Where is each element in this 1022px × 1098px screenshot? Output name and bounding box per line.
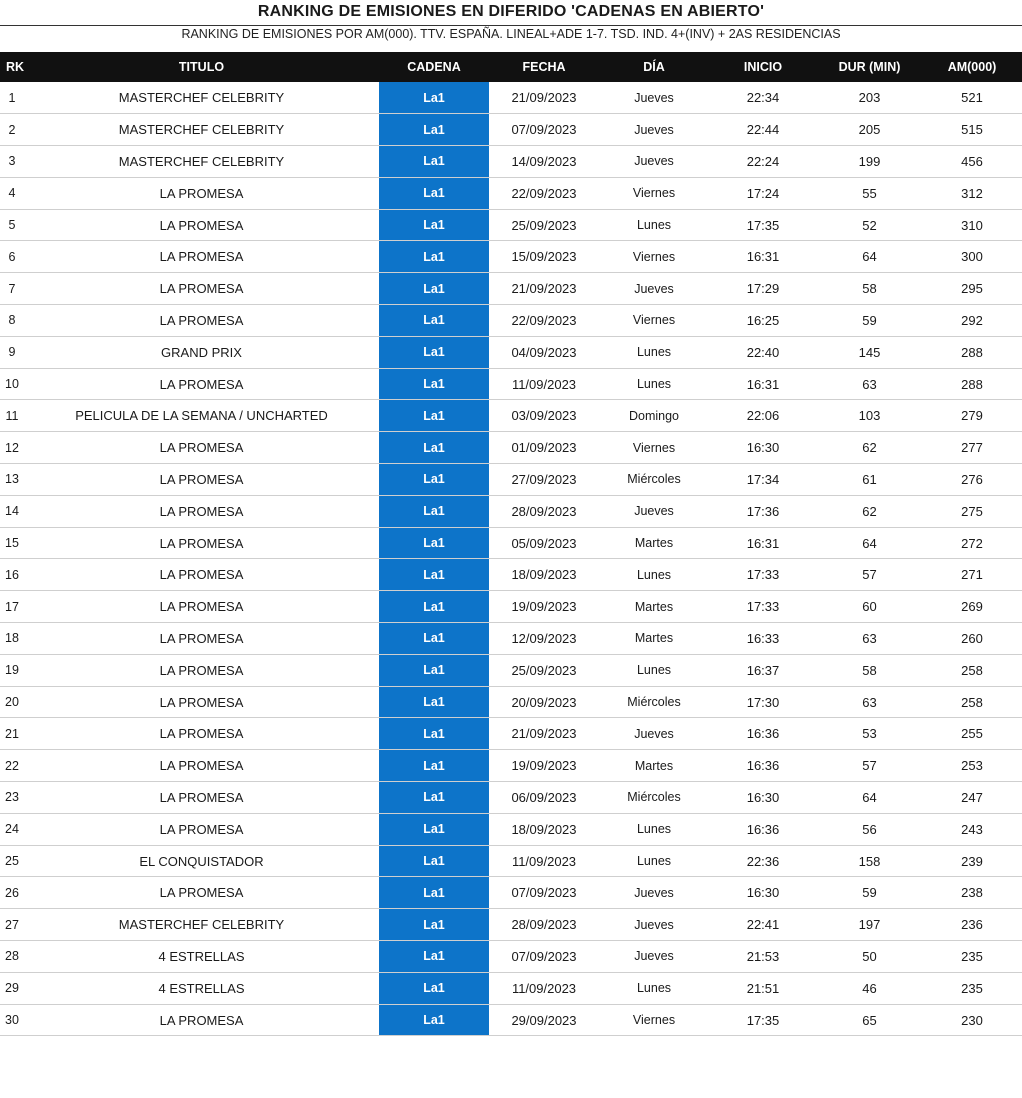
cell-day: Martes <box>599 527 709 559</box>
cell-date: 15/09/2023 <box>489 241 599 273</box>
cell-title: MASTERCHEF CELEBRITY <box>24 909 379 941</box>
cell-day: Miércoles <box>599 782 709 814</box>
cell-rank: 16 <box>0 559 24 591</box>
cell-title: LA PROMESA <box>24 527 379 559</box>
cell-date: 21/09/2023 <box>489 82 599 114</box>
cell-duration: 58 <box>817 654 922 686</box>
table-row <box>0 432 1022 464</box>
cell-duration: 62 <box>817 495 922 527</box>
cell-channel: La1 <box>379 750 489 782</box>
cell-title: MASTERCHEF CELEBRITY <box>24 82 379 114</box>
cell-day: Lunes <box>599 209 709 241</box>
cell-audience: 310 <box>922 209 1022 241</box>
cell-audience: 236 <box>922 909 1022 941</box>
cell-title: LA PROMESA <box>24 305 379 337</box>
table-row <box>0 146 1022 178</box>
cell-day: Lunes <box>599 813 709 845</box>
ranking-table <box>0 52 1022 1036</box>
cell-duration: 203 <box>817 82 922 114</box>
cell-start: 16:33 <box>709 623 817 655</box>
table-row <box>0 845 1022 877</box>
cell-channel: La1 <box>379 368 489 400</box>
cell-day: Lunes <box>599 336 709 368</box>
table-row <box>0 750 1022 782</box>
cell-audience: 515 <box>922 114 1022 146</box>
cell-title: LA PROMESA <box>24 623 379 655</box>
cell-title: 4 ESTRELLAS <box>24 972 379 1004</box>
cell-day: Jueves <box>599 909 709 941</box>
cell-audience: 456 <box>922 146 1022 178</box>
cell-start: 22:06 <box>709 400 817 432</box>
table-row <box>0 305 1022 337</box>
cell-title: GRAND PRIX <box>24 336 379 368</box>
cell-duration: 53 <box>817 718 922 750</box>
table-row <box>0 273 1022 305</box>
cell-duration: 64 <box>817 782 922 814</box>
cell-start: 16:36 <box>709 813 817 845</box>
cell-title: LA PROMESA <box>24 559 379 591</box>
cell-date: 11/09/2023 <box>489 368 599 400</box>
cell-start: 22:41 <box>709 909 817 941</box>
cell-duration: 63 <box>817 686 922 718</box>
cell-rank: 2 <box>0 114 24 146</box>
table-row <box>0 464 1022 496</box>
cell-audience: 235 <box>922 941 1022 973</box>
cell-channel: La1 <box>379 177 489 209</box>
cell-start: 17:30 <box>709 686 817 718</box>
cell-rank: 17 <box>0 591 24 623</box>
cell-day: Martes <box>599 591 709 623</box>
cell-start: 22:40 <box>709 336 817 368</box>
table-row <box>0 782 1022 814</box>
cell-title: LA PROMESA <box>24 241 379 273</box>
cell-rank: 4 <box>0 177 24 209</box>
cell-rank: 11 <box>0 400 24 432</box>
cell-audience: 269 <box>922 591 1022 623</box>
cell-duration: 59 <box>817 877 922 909</box>
cell-duration: 61 <box>817 464 922 496</box>
cell-start: 22:24 <box>709 146 817 178</box>
cell-date: 05/09/2023 <box>489 527 599 559</box>
cell-rank: 14 <box>0 495 24 527</box>
table-row <box>0 591 1022 623</box>
cell-audience: 277 <box>922 432 1022 464</box>
cell-rank: 24 <box>0 813 24 845</box>
cell-date: 06/09/2023 <box>489 782 599 814</box>
cell-audience: 288 <box>922 368 1022 400</box>
cell-duration: 197 <box>817 909 922 941</box>
cell-date: 25/09/2023 <box>489 654 599 686</box>
cell-rank: 19 <box>0 654 24 686</box>
cell-duration: 55 <box>817 177 922 209</box>
cell-date: 20/09/2023 <box>489 686 599 718</box>
table-row <box>0 400 1022 432</box>
cell-channel: La1 <box>379 813 489 845</box>
table-row <box>0 495 1022 527</box>
table-row <box>0 527 1022 559</box>
cell-date: 25/09/2023 <box>489 209 599 241</box>
header-am: AM(000) <box>947 60 997 74</box>
cell-title: LA PROMESA <box>24 432 379 464</box>
cell-day: Lunes <box>599 845 709 877</box>
cell-duration: 52 <box>817 209 922 241</box>
cell-channel: La1 <box>379 114 489 146</box>
table-header <box>0 52 1022 82</box>
cell-audience: 258 <box>922 654 1022 686</box>
table-row <box>0 909 1022 941</box>
header-dur: DUR (MIN) <box>838 60 901 74</box>
cell-day: Lunes <box>599 559 709 591</box>
cell-start: 16:31 <box>709 527 817 559</box>
table-row <box>0 718 1022 750</box>
cell-duration: 205 <box>817 114 922 146</box>
cell-channel: La1 <box>379 623 489 655</box>
cell-day: Viernes <box>599 1004 709 1036</box>
cell-channel: La1 <box>379 305 489 337</box>
cell-rank: 22 <box>0 750 24 782</box>
cell-duration: 145 <box>817 336 922 368</box>
table-row <box>0 877 1022 909</box>
cell-rank: 10 <box>0 368 24 400</box>
cell-channel: La1 <box>379 686 489 718</box>
cell-channel: La1 <box>379 877 489 909</box>
cell-channel: La1 <box>379 1004 489 1036</box>
cell-channel: La1 <box>379 495 489 527</box>
cell-title: LA PROMESA <box>24 273 379 305</box>
cell-start: 16:30 <box>709 782 817 814</box>
header-row <box>0 52 1022 82</box>
cell-date: 19/09/2023 <box>489 591 599 623</box>
cell-day: Jueves <box>599 495 709 527</box>
cell-date: 11/09/2023 <box>489 845 599 877</box>
cell-rank: 18 <box>0 623 24 655</box>
cell-day: Lunes <box>599 368 709 400</box>
cell-rank: 7 <box>0 273 24 305</box>
cell-title: LA PROMESA <box>24 718 379 750</box>
cell-audience: 295 <box>922 273 1022 305</box>
cell-start: 17:33 <box>709 591 817 623</box>
cell-title: LA PROMESA <box>24 877 379 909</box>
cell-audience: 279 <box>922 400 1022 432</box>
cell-channel: La1 <box>379 82 489 114</box>
cell-start: 17:35 <box>709 209 817 241</box>
cell-duration: 57 <box>817 559 922 591</box>
cell-day: Lunes <box>599 972 709 1004</box>
cell-rank: 6 <box>0 241 24 273</box>
cell-audience: 288 <box>922 336 1022 368</box>
cell-date: 19/09/2023 <box>489 750 599 782</box>
cell-title: MASTERCHEF CELEBRITY <box>24 114 379 146</box>
cell-start: 17:35 <box>709 1004 817 1036</box>
cell-channel: La1 <box>379 241 489 273</box>
cell-channel: La1 <box>379 559 489 591</box>
cell-start: 17:33 <box>709 559 817 591</box>
cell-rank: 28 <box>0 941 24 973</box>
cell-start: 22:44 <box>709 114 817 146</box>
cell-channel: La1 <box>379 273 489 305</box>
cell-duration: 60 <box>817 591 922 623</box>
cell-title: PELICULA DE LA SEMANA / UNCHARTED <box>24 400 379 432</box>
cell-audience: 312 <box>922 177 1022 209</box>
cell-day: Domingo <box>599 400 709 432</box>
cell-start: 16:30 <box>709 432 817 464</box>
cell-title: LA PROMESA <box>24 782 379 814</box>
cell-date: 22/09/2023 <box>489 177 599 209</box>
cell-audience: 292 <box>922 305 1022 337</box>
cell-date: 07/09/2023 <box>489 941 599 973</box>
table-row <box>0 368 1022 400</box>
cell-day: Jueves <box>599 146 709 178</box>
cell-duration: 58 <box>817 273 922 305</box>
header-dia: DÍA <box>643 60 665 74</box>
cell-channel: La1 <box>379 527 489 559</box>
table-row <box>0 177 1022 209</box>
cell-day: Jueves <box>599 114 709 146</box>
cell-duration: 199 <box>817 146 922 178</box>
cell-channel: La1 <box>379 591 489 623</box>
cell-rank: 29 <box>0 972 24 1004</box>
cell-day: Miércoles <box>599 464 709 496</box>
cell-start: 16:31 <box>709 241 817 273</box>
cell-duration: 158 <box>817 845 922 877</box>
cell-audience: 300 <box>922 241 1022 273</box>
cell-duration: 64 <box>817 241 922 273</box>
cell-audience: 275 <box>922 495 1022 527</box>
cell-rank: 27 <box>0 909 24 941</box>
cell-audience: 521 <box>922 82 1022 114</box>
cell-channel: La1 <box>379 146 489 178</box>
cell-day: Viernes <box>599 305 709 337</box>
table-row <box>0 623 1022 655</box>
page-title: RANKING DE EMISIONES EN DIFERIDO 'CADENAS EN ABIERTO' <box>257 3 765 20</box>
cell-channel: La1 <box>379 654 489 686</box>
cell-day: Jueves <box>599 877 709 909</box>
cell-rank: 12 <box>0 432 24 464</box>
table-row <box>0 114 1022 146</box>
cell-date: 28/09/2023 <box>489 909 599 941</box>
cell-date: 27/09/2023 <box>489 464 599 496</box>
cell-title: 4 ESTRELLAS <box>24 941 379 973</box>
cell-duration: 103 <box>817 400 922 432</box>
cell-title: MASTERCHEF CELEBRITY <box>24 146 379 178</box>
cell-channel: La1 <box>379 782 489 814</box>
cell-day: Jueves <box>599 82 709 114</box>
cell-title: LA PROMESA <box>24 464 379 496</box>
cell-rank: 3 <box>0 146 24 178</box>
cell-day: Viernes <box>599 432 709 464</box>
cell-audience: 260 <box>922 623 1022 655</box>
table-row <box>0 1004 1022 1036</box>
cell-date: 03/09/2023 <box>489 400 599 432</box>
cell-rank: 8 <box>0 305 24 337</box>
cell-date: 14/09/2023 <box>489 146 599 178</box>
cell-channel: La1 <box>379 909 489 941</box>
cell-title: LA PROMESA <box>24 591 379 623</box>
cell-audience: 239 <box>922 845 1022 877</box>
cell-start: 17:34 <box>709 464 817 496</box>
cell-duration: 64 <box>817 527 922 559</box>
cell-rank: 20 <box>0 686 24 718</box>
cell-title: LA PROMESA <box>24 495 379 527</box>
cell-duration: 46 <box>817 972 922 1004</box>
cell-rank: 13 <box>0 464 24 496</box>
cell-channel: La1 <box>379 400 489 432</box>
cell-start: 22:36 <box>709 845 817 877</box>
cell-channel: La1 <box>379 336 489 368</box>
table-row <box>0 941 1022 973</box>
cell-title: LA PROMESA <box>24 177 379 209</box>
cell-audience: 258 <box>922 686 1022 718</box>
cell-start: 16:31 <box>709 368 817 400</box>
cell-title: LA PROMESA <box>24 368 379 400</box>
cell-rank: 21 <box>0 718 24 750</box>
cell-rank: 5 <box>0 209 24 241</box>
cell-start: 16:36 <box>709 718 817 750</box>
cell-title: LA PROMESA <box>24 1004 379 1036</box>
cell-title: LA PROMESA <box>24 654 379 686</box>
cell-start: 17:24 <box>709 177 817 209</box>
cell-start: 16:30 <box>709 877 817 909</box>
cell-day: Jueves <box>599 718 709 750</box>
cell-duration: 59 <box>817 305 922 337</box>
cell-day: Viernes <box>599 177 709 209</box>
cell-day: Viernes <box>599 241 709 273</box>
cell-duration: 57 <box>817 750 922 782</box>
cell-day: Martes <box>599 750 709 782</box>
table-body <box>0 82 1022 1036</box>
table-row <box>0 686 1022 718</box>
cell-title: EL CONQUISTADOR <box>24 845 379 877</box>
cell-audience: 247 <box>922 782 1022 814</box>
cell-day: Jueves <box>599 273 709 305</box>
cell-duration: 63 <box>817 368 922 400</box>
cell-date: 21/09/2023 <box>489 273 599 305</box>
cell-channel: La1 <box>379 718 489 750</box>
cell-channel: La1 <box>379 845 489 877</box>
cell-start: 16:37 <box>709 654 817 686</box>
cell-duration: 56 <box>817 813 922 845</box>
cell-day: Jueves <box>599 941 709 973</box>
cell-date: 18/09/2023 <box>489 813 599 845</box>
cell-rank: 1 <box>0 82 24 114</box>
cell-date: 18/09/2023 <box>489 559 599 591</box>
cell-title: LA PROMESA <box>24 813 379 845</box>
cell-audience: 276 <box>922 464 1022 496</box>
table-row <box>0 336 1022 368</box>
cell-duration: 62 <box>817 432 922 464</box>
cell-date: 04/09/2023 <box>489 336 599 368</box>
cell-date: 28/09/2023 <box>489 495 599 527</box>
table-row <box>0 654 1022 686</box>
cell-duration: 63 <box>817 623 922 655</box>
cell-start: 21:53 <box>709 941 817 973</box>
cell-rank: 30 <box>0 1004 24 1036</box>
cell-channel: La1 <box>379 464 489 496</box>
cell-duration: 65 <box>817 1004 922 1036</box>
table-row <box>0 82 1022 114</box>
cell-title: LA PROMESA <box>24 750 379 782</box>
header-fecha: FECHA <box>522 60 566 74</box>
page-subtitle: RANKING DE EMISIONES POR AM(000). TTV. ESPAÑA. LINEAL+ADE 1-7. TSD. IND. 4+(INV) + 2AS RESIDENCIAS <box>181 27 841 41</box>
cell-channel: La1 <box>379 432 489 464</box>
cell-date: 22/09/2023 <box>489 305 599 337</box>
title-divider <box>0 25 1022 26</box>
cell-audience: 271 <box>922 559 1022 591</box>
cell-day: Miércoles <box>599 686 709 718</box>
cell-audience: 243 <box>922 813 1022 845</box>
cell-title: LA PROMESA <box>24 686 379 718</box>
cell-audience: 272 <box>922 527 1022 559</box>
cell-day: Martes <box>599 623 709 655</box>
cell-start: 17:29 <box>709 273 817 305</box>
cell-date: 29/09/2023 <box>489 1004 599 1036</box>
cell-start: 16:25 <box>709 305 817 337</box>
cell-channel: La1 <box>379 209 489 241</box>
header-cadena: CADENA <box>407 60 461 74</box>
header-inicio: INICIO <box>743 60 783 74</box>
cell-date: 21/09/2023 <box>489 718 599 750</box>
table-row <box>0 813 1022 845</box>
cell-date: 11/09/2023 <box>489 972 599 1004</box>
table-row <box>0 241 1022 273</box>
cell-date: 07/09/2023 <box>489 114 599 146</box>
header-titulo: TITULO <box>178 60 225 74</box>
table-row <box>0 972 1022 1004</box>
cell-title: LA PROMESA <box>24 209 379 241</box>
cell-date: 12/09/2023 <box>489 623 599 655</box>
cell-rank: 15 <box>0 527 24 559</box>
table-row <box>0 209 1022 241</box>
cell-day: Lunes <box>599 654 709 686</box>
header-rk: RK <box>6 60 25 74</box>
cell-start: 17:36 <box>709 495 817 527</box>
cell-date: 01/09/2023 <box>489 432 599 464</box>
cell-start: 16:36 <box>709 750 817 782</box>
cell-rank: 23 <box>0 782 24 814</box>
cell-audience: 230 <box>922 1004 1022 1036</box>
cell-start: 22:34 <box>709 82 817 114</box>
cell-date: 07/09/2023 <box>489 877 599 909</box>
cell-audience: 255 <box>922 718 1022 750</box>
cell-rank: 25 <box>0 845 24 877</box>
cell-rank: 26 <box>0 877 24 909</box>
table-row <box>0 559 1022 591</box>
cell-start: 21:51 <box>709 972 817 1004</box>
cell-audience: 253 <box>922 750 1022 782</box>
cell-channel: La1 <box>379 972 489 1004</box>
cell-duration: 50 <box>817 941 922 973</box>
cell-audience: 238 <box>922 877 1022 909</box>
cell-channel: La1 <box>379 941 489 973</box>
cell-audience: 235 <box>922 972 1022 1004</box>
cell-rank: 9 <box>0 336 24 368</box>
